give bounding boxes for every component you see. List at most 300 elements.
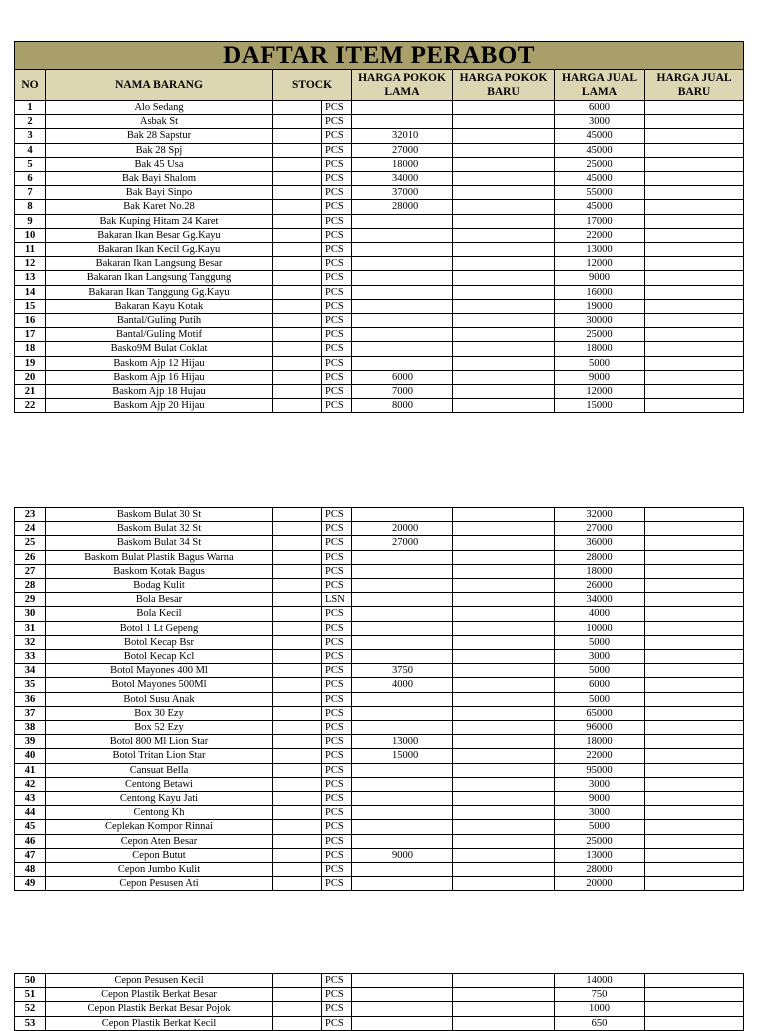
cell-stock — [273, 749, 322, 763]
cell-nama-barang: Baskom Bulat 32 St — [46, 522, 273, 536]
cell-nama-barang: Alo Sedang — [46, 101, 273, 115]
cell-harga-pokok-baru — [453, 536, 555, 550]
cell-no: 17 — [15, 328, 46, 342]
cell-harga-jual-baru — [645, 200, 744, 214]
cell-no: 27 — [15, 564, 46, 578]
cell-harga-jual-baru — [645, 536, 744, 550]
cell-nama-barang: Baskom Bulat Plastik Bagus Warna — [46, 550, 273, 564]
cell-harga-jual-baru — [645, 101, 744, 115]
cell-harga-jual-baru — [645, 706, 744, 720]
cell-harga-pokok-baru — [453, 285, 555, 299]
cell-harga-jual-baru — [645, 735, 744, 749]
cell-no: 35 — [15, 678, 46, 692]
cell-harga-pokok-baru — [453, 848, 555, 862]
cell-harga-jual-baru — [645, 214, 744, 228]
cell-harga-jual-lama: 3000 — [555, 806, 645, 820]
cell-unit: PCS — [322, 607, 352, 621]
cell-unit: PCS — [322, 186, 352, 200]
table-row — [15, 564, 744, 578]
cell-stock — [273, 1002, 322, 1016]
cell-harga-pokok-baru — [453, 257, 555, 271]
cell-nama-barang: Bak Bayi Shalom — [46, 172, 273, 186]
cell-no: 28 — [15, 579, 46, 593]
cell-harga-jual-lama: 9000 — [555, 792, 645, 806]
cell-harga-jual-baru — [645, 763, 744, 777]
cell-nama-barang: Cepon Jumbo Kulit — [46, 863, 273, 877]
table-row — [15, 522, 744, 536]
cell-harga-jual-lama: 18000 — [555, 342, 645, 356]
cell-nama-barang: Bak Karet No.28 — [46, 200, 273, 214]
cell-harga-jual-baru — [645, 621, 744, 635]
cell-harga-pokok-lama — [352, 777, 453, 791]
cell-harga-pokok-lama: 3750 — [352, 664, 453, 678]
cell-stock — [273, 172, 322, 186]
cell-harga-pokok-baru — [453, 172, 555, 186]
cell-harga-pokok-lama — [352, 763, 453, 777]
cell-no: 3 — [15, 129, 46, 143]
header-nama-barang: NAMA BARANG — [46, 70, 273, 101]
cell-nama-barang: Bantal/Guling Motif — [46, 328, 273, 342]
cell-no: 13 — [15, 271, 46, 285]
cell-stock — [273, 664, 322, 678]
cell-harga-jual-baru — [645, 792, 744, 806]
cell-nama-barang: Cepon Plastik Berkat Besar — [46, 988, 273, 1002]
cell-unit: PCS — [322, 508, 352, 522]
table-row — [15, 749, 744, 763]
cell-harga-pokok-lama: 6000 — [352, 370, 453, 384]
cell-harga-pokok-baru — [453, 243, 555, 257]
cell-harga-pokok-lama — [352, 508, 453, 522]
cell-nama-barang: Bakaran Ikan Kecil Gg.Kayu — [46, 243, 273, 257]
cell-harga-pokok-lama — [352, 550, 453, 564]
cell-stock — [273, 328, 322, 342]
cell-harga-jual-baru — [645, 1002, 744, 1016]
cell-no: 4 — [15, 143, 46, 157]
table-row — [15, 228, 744, 242]
cell-harga-pokok-lama — [352, 356, 453, 370]
cell-harga-pokok-baru — [453, 522, 555, 536]
cell-stock — [273, 314, 322, 328]
cell-nama-barang: Bakaran Ikan Langsung Besar — [46, 257, 273, 271]
cell-harga-jual-baru — [645, 607, 744, 621]
cell-harga-jual-lama: 1000 — [555, 1002, 645, 1016]
cell-harga-pokok-lama — [352, 806, 453, 820]
cell-harga-jual-lama: 25000 — [555, 328, 645, 342]
cell-stock — [273, 564, 322, 578]
cell-no: 32 — [15, 635, 46, 649]
table-row — [15, 579, 744, 593]
table-row — [15, 806, 744, 820]
cell-harga-pokok-baru — [453, 228, 555, 242]
cell-harga-pokok-baru — [453, 101, 555, 115]
cell-unit: PCS — [322, 399, 352, 413]
cell-harga-jual-lama: 12000 — [555, 257, 645, 271]
table-row — [15, 186, 744, 200]
cell-unit: PCS — [322, 285, 352, 299]
cell-harga-jual-baru — [645, 228, 744, 242]
cell-unit: PCS — [322, 200, 352, 214]
cell-unit: PCS — [322, 1016, 352, 1030]
cell-unit: PCS — [322, 988, 352, 1002]
cell-harga-jual-baru — [645, 848, 744, 862]
cell-stock — [273, 271, 322, 285]
table-row — [15, 692, 744, 706]
cell-unit: PCS — [322, 721, 352, 735]
cell-harga-pokok-baru — [453, 579, 555, 593]
cell-harga-jual-lama: 5000 — [555, 356, 645, 370]
cell-nama-barang: Bak 28 Spj — [46, 143, 273, 157]
cell-harga-jual-lama: 45000 — [555, 200, 645, 214]
cell-nama-barang: Bak 28 Sapstur — [46, 129, 273, 143]
cell-harga-pokok-baru — [453, 115, 555, 129]
header-no: NO — [15, 70, 46, 101]
table-row — [15, 678, 744, 692]
cell-harga-pokok-baru — [453, 399, 555, 413]
cell-harga-pokok-baru — [453, 834, 555, 848]
cell-nama-barang: Bakaran Ikan Langsung Tanggung — [46, 271, 273, 285]
cell-stock — [273, 370, 322, 384]
cell-harga-pokok-lama — [352, 579, 453, 593]
price-table-section-3 — [14, 973, 744, 1031]
cell-nama-barang: Bakaran Ikan Tanggung Gg.Kayu — [46, 285, 273, 299]
cell-no: 10 — [15, 228, 46, 242]
cell-harga-pokok-baru — [453, 356, 555, 370]
cell-harga-pokok-lama — [352, 692, 453, 706]
cell-stock — [273, 508, 322, 522]
cell-harga-pokok-baru — [453, 129, 555, 143]
cell-harga-jual-baru — [645, 877, 744, 891]
cell-no: 9 — [15, 214, 46, 228]
cell-unit: PCS — [322, 564, 352, 578]
cell-unit: PCS — [322, 342, 352, 356]
cell-unit: PCS — [322, 749, 352, 763]
cell-unit: PCS — [322, 115, 352, 129]
cell-harga-pokok-baru — [453, 143, 555, 157]
cell-unit: PCS — [322, 101, 352, 115]
cell-stock — [273, 678, 322, 692]
cell-harga-pokok-lama: 34000 — [352, 172, 453, 186]
cell-nama-barang: Cepon Pesusen Ati — [46, 877, 273, 891]
cell-harga-pokok-lama — [352, 820, 453, 834]
cell-harga-pokok-baru — [453, 1002, 555, 1016]
cell-no: 50 — [15, 974, 46, 988]
cell-harga-pokok-lama — [352, 328, 453, 342]
cell-harga-jual-lama: 16000 — [555, 285, 645, 299]
table-row — [15, 777, 744, 791]
cell-stock — [273, 834, 322, 848]
cell-harga-pokok-lama: 13000 — [352, 735, 453, 749]
cell-unit: PCS — [322, 706, 352, 720]
cell-harga-jual-lama: 45000 — [555, 143, 645, 157]
cell-harga-jual-baru — [645, 356, 744, 370]
cell-unit: PCS — [322, 635, 352, 649]
cell-unit: PCS — [322, 257, 352, 271]
cell-harga-jual-baru — [645, 522, 744, 536]
cell-harga-pokok-baru — [453, 863, 555, 877]
cell-nama-barang: Centong Kh — [46, 806, 273, 820]
cell-harga-pokok-lama — [352, 299, 453, 313]
cell-nama-barang: Box 30 Ezy — [46, 706, 273, 720]
cell-harga-jual-baru — [645, 550, 744, 564]
table-row — [15, 735, 744, 749]
cell-harga-jual-lama: 17000 — [555, 214, 645, 228]
cell-harga-pokok-lama — [352, 650, 453, 664]
cell-harga-jual-baru — [645, 863, 744, 877]
cell-no: 36 — [15, 692, 46, 706]
table-row — [15, 101, 744, 115]
cell-no: 37 — [15, 706, 46, 720]
cell-stock — [273, 820, 322, 834]
table-row — [15, 848, 744, 862]
cell-harga-jual-lama: 10000 — [555, 621, 645, 635]
cell-unit: LSN — [322, 593, 352, 607]
cell-no: 33 — [15, 650, 46, 664]
table-row — [15, 834, 744, 848]
cell-stock — [273, 621, 322, 635]
cell-no: 47 — [15, 848, 46, 862]
cell-stock — [273, 593, 322, 607]
cell-stock — [273, 579, 322, 593]
cell-no: 38 — [15, 721, 46, 735]
table-row — [15, 314, 744, 328]
table-row — [15, 385, 744, 399]
cell-harga-pokok-lama — [352, 593, 453, 607]
cell-harga-pokok-lama — [352, 214, 453, 228]
cell-harga-pokok-baru — [453, 328, 555, 342]
cell-nama-barang: Botol Kecap Kcl — [46, 650, 273, 664]
cell-harga-pokok-lama — [352, 974, 453, 988]
cell-unit: PCS — [322, 792, 352, 806]
cell-stock — [273, 200, 322, 214]
cell-nama-barang: Botol 1 Lt Gepeng — [46, 621, 273, 635]
cell-harga-jual-baru — [645, 157, 744, 171]
cell-harga-jual-baru — [645, 115, 744, 129]
cell-stock — [273, 243, 322, 257]
cell-harga-jual-lama: 3000 — [555, 777, 645, 791]
cell-no: 19 — [15, 356, 46, 370]
cell-harga-jual-baru — [645, 678, 744, 692]
cell-harga-jual-baru — [645, 650, 744, 664]
cell-nama-barang: Ceplekan Kompor Rinnai — [46, 820, 273, 834]
cell-no: 26 — [15, 550, 46, 564]
cell-harga-jual-baru — [645, 593, 744, 607]
cell-harga-pokok-baru — [453, 792, 555, 806]
cell-nama-barang: Baskom Ajp 16 Hijau — [46, 370, 273, 384]
cell-no: 1 — [15, 101, 46, 115]
cell-harga-pokok-lama — [352, 607, 453, 621]
cell-no: 24 — [15, 522, 46, 536]
cell-nama-barang: Centong Kayu Jati — [46, 792, 273, 806]
cell-unit: PCS — [322, 129, 352, 143]
cell-harga-pokok-baru — [453, 607, 555, 621]
cell-harga-jual-baru — [645, 692, 744, 706]
page-title: DAFTAR ITEM PERABOT — [15, 42, 744, 70]
cell-no: 12 — [15, 257, 46, 271]
cell-nama-barang: Baskom Ajp 20 Hijau — [46, 399, 273, 413]
cell-harga-jual-baru — [645, 243, 744, 257]
cell-stock — [273, 285, 322, 299]
cell-harga-pokok-baru — [453, 593, 555, 607]
cell-unit: PCS — [322, 820, 352, 834]
table-row — [15, 1002, 744, 1016]
cell-no: 30 — [15, 607, 46, 621]
cell-no: 5 — [15, 157, 46, 171]
price-table-section-1 — [14, 41, 744, 413]
cell-stock — [273, 214, 322, 228]
cell-harga-pokok-lama — [352, 228, 453, 242]
cell-harga-pokok-lama: 7000 — [352, 385, 453, 399]
cell-harga-pokok-lama — [352, 101, 453, 115]
cell-unit: PCS — [322, 522, 352, 536]
cell-harga-pokok-baru — [453, 550, 555, 564]
table-row — [15, 763, 744, 777]
cell-harga-pokok-baru — [453, 763, 555, 777]
table-row — [15, 356, 744, 370]
cell-harga-pokok-baru — [453, 186, 555, 200]
header-harga-jual-baru: HARGA JUAL BARU — [645, 70, 744, 101]
cell-harga-jual-baru — [645, 721, 744, 735]
cell-nama-barang: Cepon Aten Besar — [46, 834, 273, 848]
cell-harga-pokok-baru — [453, 1016, 555, 1030]
cell-stock — [273, 228, 322, 242]
table-row — [15, 706, 744, 720]
cell-no: 15 — [15, 299, 46, 313]
cell-nama-barang: Asbak St — [46, 115, 273, 129]
table-row — [15, 157, 744, 171]
cell-harga-pokok-baru — [453, 650, 555, 664]
cell-stock — [273, 129, 322, 143]
cell-harga-jual-baru — [645, 820, 744, 834]
cell-harga-jual-lama: 9000 — [555, 271, 645, 285]
cell-harga-jual-lama: 3000 — [555, 115, 645, 129]
cell-nama-barang: Bantal/Guling Putih — [46, 314, 273, 328]
cell-no: 29 — [15, 593, 46, 607]
table-row — [15, 200, 744, 214]
cell-no: 20 — [15, 370, 46, 384]
table-row — [15, 792, 744, 806]
cell-harga-pokok-lama: 18000 — [352, 157, 453, 171]
cell-no: 34 — [15, 664, 46, 678]
cell-harga-jual-lama: 27000 — [555, 522, 645, 536]
cell-harga-jual-baru — [645, 186, 744, 200]
cell-harga-pokok-lama — [352, 792, 453, 806]
cell-unit: PCS — [322, 536, 352, 550]
cell-no: 18 — [15, 342, 46, 356]
cell-unit: PCS — [322, 550, 352, 564]
cell-harga-jual-lama: 30000 — [555, 314, 645, 328]
cell-harga-jual-lama: 25000 — [555, 834, 645, 848]
cell-harga-pokok-baru — [453, 564, 555, 578]
cell-unit: PCS — [322, 848, 352, 862]
header-harga-pokok-lama: HARGA POKOK LAMA — [352, 70, 453, 101]
cell-stock — [273, 735, 322, 749]
cell-harga-pokok-baru — [453, 877, 555, 891]
cell-harga-jual-lama: 36000 — [555, 536, 645, 550]
header-stock: STOCK — [273, 70, 352, 101]
cell-harga-jual-lama: 32000 — [555, 508, 645, 522]
header-harga-pokok-baru: HARGA POKOK BARU — [453, 70, 555, 101]
cell-harga-pokok-lama — [352, 243, 453, 257]
cell-harga-pokok-baru — [453, 749, 555, 763]
cell-harga-jual-baru — [645, 370, 744, 384]
cell-harga-jual-baru — [645, 129, 744, 143]
cell-stock — [273, 186, 322, 200]
cell-unit: PCS — [322, 314, 352, 328]
cell-unit: PCS — [322, 777, 352, 791]
cell-harga-pokok-lama — [352, 706, 453, 720]
cell-harga-jual-lama: 28000 — [555, 863, 645, 877]
cell-stock — [273, 806, 322, 820]
cell-harga-pokok-lama — [352, 1016, 453, 1030]
cell-harga-pokok-baru — [453, 214, 555, 228]
cell-harga-jual-baru — [645, 749, 744, 763]
table-row — [15, 863, 744, 877]
cell-unit: PCS — [322, 228, 352, 242]
cell-harga-jual-baru — [645, 1016, 744, 1030]
cell-unit: PCS — [322, 678, 352, 692]
header-harga-jual-lama: HARGA JUAL LAMA — [555, 70, 645, 101]
cell-no: 7 — [15, 186, 46, 200]
cell-no: 44 — [15, 806, 46, 820]
cell-harga-jual-baru — [645, 328, 744, 342]
cell-harga-jual-lama: 6000 — [555, 101, 645, 115]
table-row — [15, 508, 744, 522]
cell-nama-barang: Cepon Butut — [46, 848, 273, 862]
cell-harga-pokok-baru — [453, 385, 555, 399]
table-row — [15, 285, 744, 299]
cell-stock — [273, 692, 322, 706]
cell-stock — [273, 536, 322, 550]
cell-harga-jual-lama: 13000 — [555, 848, 645, 862]
cell-unit: PCS — [322, 370, 352, 384]
cell-no: 2 — [15, 115, 46, 129]
cell-nama-barang: Botol Kecap Bsr — [46, 635, 273, 649]
cell-harga-jual-baru — [645, 172, 744, 186]
cell-harga-pokok-baru — [453, 635, 555, 649]
cell-no: 51 — [15, 988, 46, 1002]
cell-nama-barang: Baskom Kotak Bagus — [46, 564, 273, 578]
table-row — [15, 143, 744, 157]
cell-unit: PCS — [322, 863, 352, 877]
cell-unit: PCS — [322, 579, 352, 593]
cell-nama-barang: Bak Kuping Hitam 24 Karet — [46, 214, 273, 228]
cell-harga-jual-baru — [645, 271, 744, 285]
price-table-section-2 — [14, 507, 744, 891]
cell-harga-pokok-baru — [453, 777, 555, 791]
cell-no: 6 — [15, 172, 46, 186]
cell-stock — [273, 607, 322, 621]
cell-harga-pokok-baru — [453, 692, 555, 706]
cell-nama-barang: Bakaran Kayu Kotak — [46, 299, 273, 313]
cell-no: 46 — [15, 834, 46, 848]
cell-nama-barang: Botol 800 Ml Lion Star — [46, 735, 273, 749]
cell-stock — [273, 385, 322, 399]
cell-no: 16 — [15, 314, 46, 328]
cell-unit: PCS — [322, 143, 352, 157]
cell-harga-pokok-lama: 27000 — [352, 536, 453, 550]
cell-harga-pokok-baru — [453, 370, 555, 384]
table-row — [15, 328, 744, 342]
cell-harga-pokok-lama — [352, 863, 453, 877]
table-row — [15, 650, 744, 664]
table-row — [15, 820, 744, 834]
cell-harga-pokok-baru — [453, 508, 555, 522]
cell-no: 45 — [15, 820, 46, 834]
cell-harga-jual-baru — [645, 564, 744, 578]
cell-harga-jual-lama: 22000 — [555, 749, 645, 763]
cell-harga-pokok-lama — [352, 285, 453, 299]
cell-harga-pokok-lama — [352, 342, 453, 356]
